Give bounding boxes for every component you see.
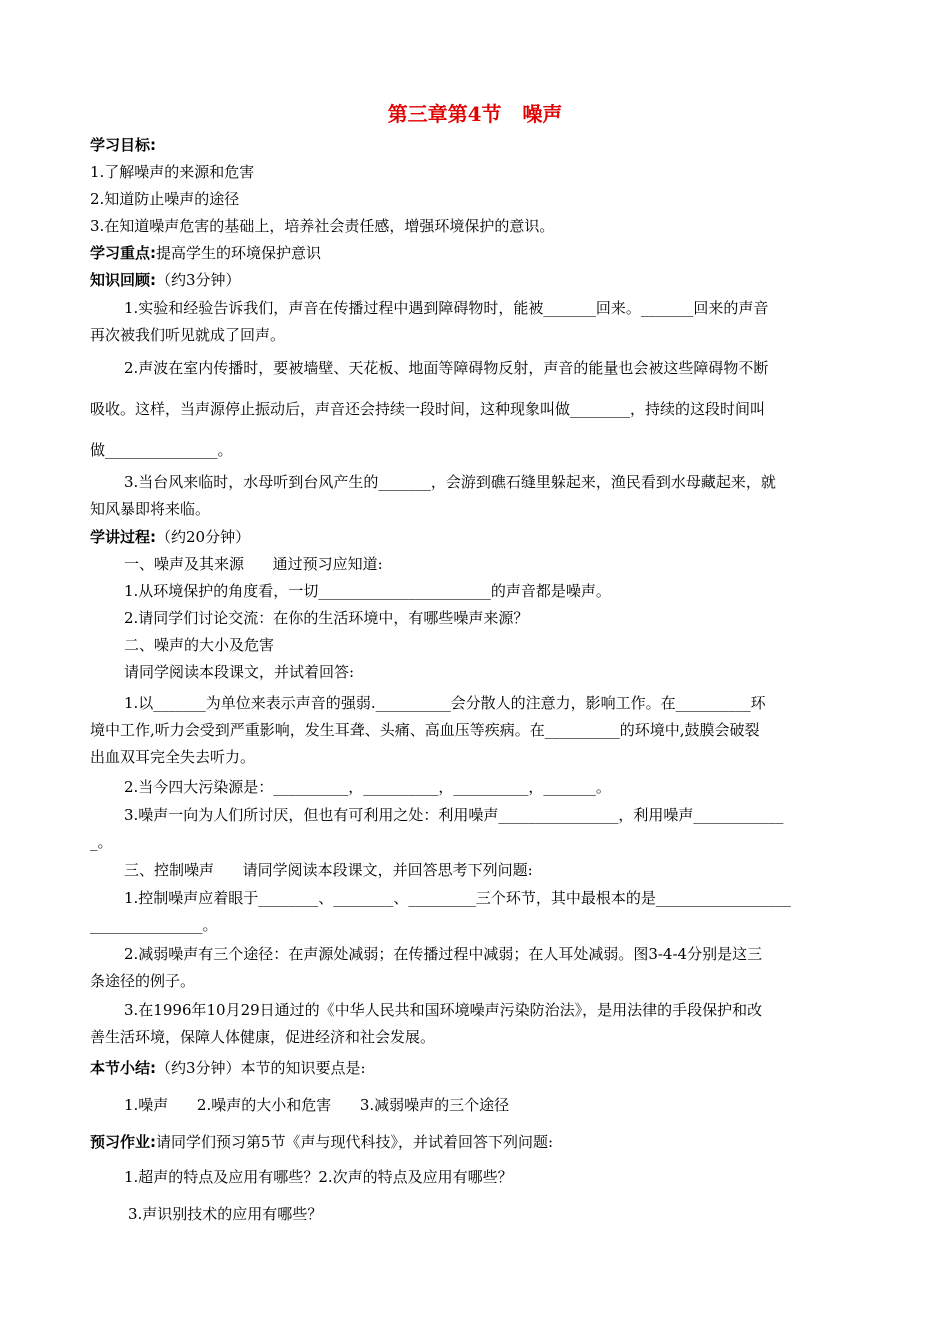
lecture-line: 一、噪声及其来源 通过预习应知道: <box>124 555 383 573</box>
lecture-line: 2.请同学们讨论交流：在你的生活环境中，有哪些噪声来源？ <box>124 609 529 627</box>
lecture-line: 三、控制噪声 请同学阅读本段课文，并回答思考下列问题: <box>124 861 533 879</box>
lecture-time: （约20分钟） <box>156 528 251 546</box>
objectives-heading: 学习目标: <box>90 136 156 154</box>
review-label: 知识回顾: <box>90 271 156 289</box>
review-line: 知风暴即将来临。 <box>90 500 211 518</box>
lecture-line: 2.当今四大污染源是：__________，__________，__________，_______。 <box>124 778 611 796</box>
lecture-line: 善生活环境，保障人体健康，促进经济和社会发展。 <box>90 1028 436 1046</box>
lecture-line: 1.控制噪声应着眼于________、________、_________三个环节，其中最根本的是__________________ <box>124 889 791 907</box>
review-line: 吸收。这样，当声源停止振动后，声音还会持续一段时间，这种现象叫做________，持续的这段时间叫 <box>90 400 766 418</box>
review-line: 再次被我们听见就成了回声。 <box>90 326 286 344</box>
summary-label: 本节小结: <box>90 1059 156 1077</box>
lecture-line: 境中工作,听力会受到严重影响，发生耳聋、头痛、高血压等疾病。在__________的环境中,鼓膜会破裂 <box>90 721 760 739</box>
homework-label: 预习作业: <box>90 1133 156 1151</box>
objective-item: 3.在知道噪声危害的基础上，培养社会责任感，增强环境保护的意识。 <box>90 217 555 235</box>
summary-heading <box>90 1057 366 1079</box>
objective-item: 2.知道防止噪声的途径 <box>90 190 240 208</box>
review-line: 做_______________。 <box>90 441 233 459</box>
lecture-line: 2.减弱噪声有三个途径：在声源处减弱；在传播过程中减弱；在人耳处减弱。图3-4-4分别是这三 <box>124 945 763 963</box>
key-point <box>90 242 321 264</box>
lecture-line: 出血双耳完全失去听力。 <box>90 748 256 766</box>
review-line: 2.声波在室内传播时，要被墙壁、天花板、地面等障碍物反射，声音的能量也会被这些障碍物不断 <box>124 359 769 377</box>
lecture-line: 3.噪声一向为人们所讨厌，但也有可利用之处：利用噪声________________，利用噪声____________ <box>124 806 784 824</box>
lecture-heading <box>90 526 250 548</box>
lecture-line: 请同学阅读本段课文，并试着回答: <box>124 663 355 681</box>
homework-question: 1.超声的特点及应用有哪些？2.次声的特点及应用有哪些？ <box>124 1168 513 1186</box>
review-time: （约3分钟） <box>156 271 241 289</box>
lecture-line: _______________。 <box>90 916 218 934</box>
lecture-line: 3.在1996年10月29日通过的《中华人民共和国环境噪声污染防治法》，是用法律的手段保护和改 <box>124 1001 763 1019</box>
page-title: 第三章第4节 噪声 <box>387 102 563 126</box>
objective-item: 1.了解噪声的来源和危害 <box>90 163 255 181</box>
review-line: 3.当台风来临时，水母听到台风产生的_______，会游到礁石缝里躲起来，渔民看到水母藏起来，就 <box>124 473 776 491</box>
lecture-line: 1.从环境保护的角度看，一切_______________________的声音都是噪声。 <box>124 582 611 600</box>
lecture-line: 二、噪声的大小及危害 <box>124 636 275 654</box>
summary-points: 1.噪声 2.噪声的大小和危害 3.减弱噪声的三个途径 <box>124 1096 510 1114</box>
homework-text: 请同学们预习第5节《声与现代科技》，并试着回答下列问题: <box>156 1133 554 1151</box>
lecture-line: 条途径的例子。 <box>90 972 196 990</box>
key-point-label: 学习重点: <box>90 244 156 262</box>
key-point-text: 提高学生的环境保护意识 <box>156 244 322 262</box>
summary-text: （约3分钟）本节的知识要点是: <box>156 1059 366 1077</box>
homework-question: 3.声识别技术的应用有哪些？ <box>128 1205 323 1223</box>
lecture-label: 学讲过程: <box>90 528 156 546</box>
review-line: 1.实验和经验告诉我们，声音在传播过程中遇到障碍物时，能被_______回来。_______回来的声音 <box>124 299 769 317</box>
homework-heading <box>90 1131 553 1153</box>
lecture-line: 1.以_______为单位来表示声音的强弱.__________会分散人的注意力，影响工作。在__________环 <box>124 694 766 712</box>
lecture-line: _。 <box>90 833 113 851</box>
review-heading <box>90 269 241 291</box>
